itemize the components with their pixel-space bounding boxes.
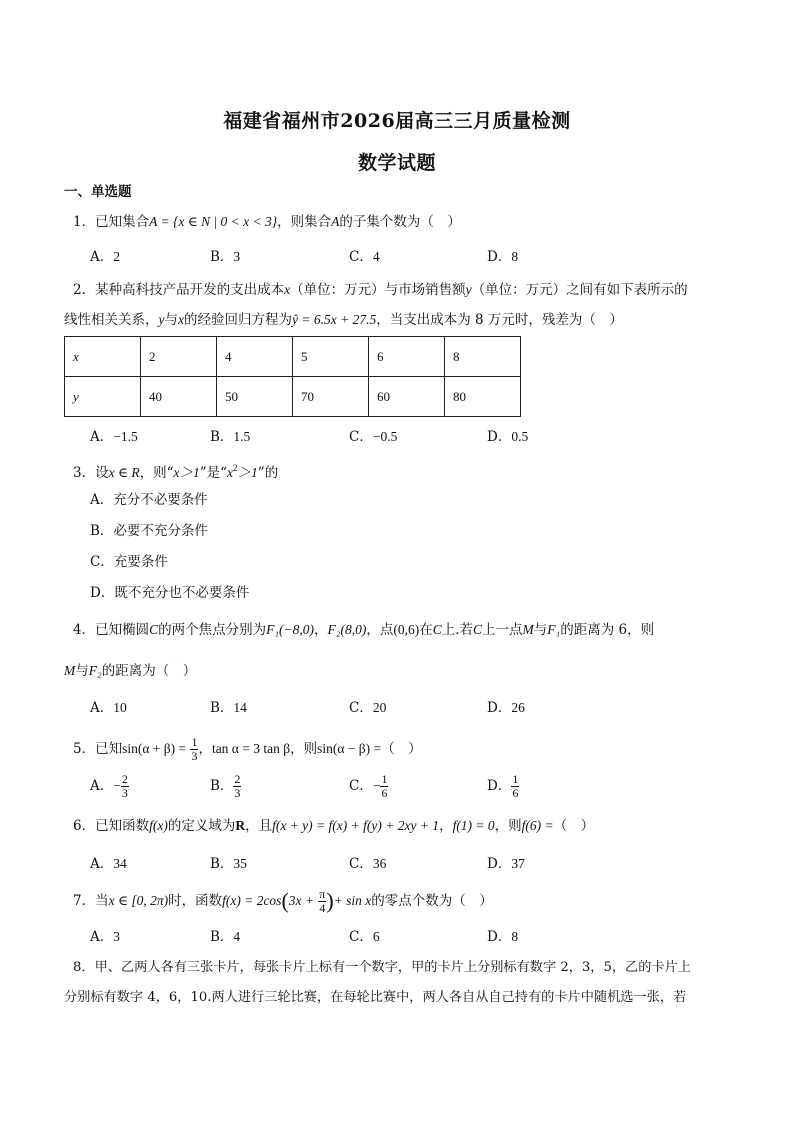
q6-option-a[interactable] — [90, 855, 127, 873]
denominator: 3 — [121, 786, 128, 800]
question-7-stem — [73, 886, 493, 916]
table-cell: 40 — [141, 377, 217, 417]
table-cell: 60 — [369, 377, 445, 417]
option-text: 3 — [233, 249, 241, 264]
q2-option-b[interactable] — [210, 428, 250, 446]
question-4-line-2 — [64, 662, 196, 680]
math-expr: sin(α − β) = — [317, 741, 382, 756]
sign: − — [372, 778, 381, 793]
math-expr: ＞1 — [237, 465, 258, 480]
q2-option-a[interactable] — [90, 428, 138, 446]
option-label: B． — [210, 429, 234, 445]
stem-text: ， — [198, 741, 212, 757]
table-cell: y — [65, 377, 141, 417]
denominator: 3 — [234, 786, 241, 800]
stem-text: ， — [314, 622, 328, 638]
stem-text: 的零点个数为（ ） — [371, 893, 493, 909]
table-cell: 8 — [445, 337, 521, 377]
option-label: A． — [90, 429, 114, 445]
stem-text: （ ） — [553, 818, 595, 834]
option-label: A． — [90, 778, 114, 794]
option-label: D． — [90, 585, 115, 601]
math-set: R — [235, 818, 246, 833]
math-var: M — [522, 622, 534, 637]
denominator: 6 — [381, 786, 388, 800]
numerator: 1 — [512, 772, 519, 786]
stem-text: ，则“ — [139, 465, 174, 481]
table-row-x — [65, 337, 521, 377]
math-var: M — [64, 663, 76, 678]
question-number: 8． — [73, 960, 95, 975]
option-text: 35 — [233, 856, 247, 871]
data-table — [64, 336, 521, 417]
option-text: 充分不必要条件 — [113, 492, 208, 508]
stem-text: 已知椭圆 — [95, 622, 150, 638]
table-cell: 5 — [293, 337, 369, 377]
fraction — [233, 773, 241, 800]
q3-option-b[interactable] — [90, 522, 208, 540]
option-text: 充要条件 — [113, 554, 168, 570]
question-number: 6． — [73, 818, 96, 834]
option-label: B． — [90, 523, 114, 539]
set-expression: A = {x ∈ N | 0 < x < 3} — [149, 214, 278, 229]
option-label: B． — [210, 929, 234, 945]
question-1-stem — [73, 213, 461, 231]
option-text: 14 — [233, 700, 247, 715]
q1-option-c[interactable] — [349, 248, 380, 266]
fraction — [121, 773, 129, 800]
stem-text: 的定义域为 — [167, 818, 236, 834]
option-text: −1.5 — [113, 429, 138, 444]
option-text: −0.5 — [372, 429, 398, 444]
math-expr: (0,6) — [393, 622, 420, 637]
numerator: 2 — [234, 772, 241, 786]
stem-text: 线性相关关系， — [64, 312, 159, 328]
math-expr: 3x + — [288, 893, 314, 908]
stem-text: ，当支出成本为 8 万元时，残差为（ ） — [376, 312, 623, 328]
stem-text: 甲、乙两人各有三张卡片，每张卡片上标有一个数字，甲的卡片上分别标有数字 2，3，5，乙的卡片上 — [94, 960, 691, 975]
option-label: B． — [210, 249, 234, 265]
stem-text: 的两个焦点分别为 — [158, 622, 267, 638]
page-title: 福建省福州市2026届高三三月质量检测 — [223, 110, 571, 132]
stem-text: ，则 — [290, 741, 318, 757]
option-text: 必要不充分条件 — [113, 523, 208, 539]
section-heading: 一、单选题 — [64, 184, 132, 200]
stem-text: 分别标有数字 4，6，10.两人进行三轮比赛，在每轮比赛中，两人各自从自己持有的卡片中随机选一张，若 — [64, 990, 687, 1005]
table-cell: 80 — [445, 377, 521, 417]
denominator: 6 — [512, 786, 519, 800]
denominator: 3 — [191, 749, 198, 763]
stem-text: 的经验回归方程为 — [184, 312, 292, 328]
math-expr: + sin x — [333, 893, 372, 908]
math-var: x — [178, 312, 184, 327]
math-var: x — [227, 465, 234, 480]
math-var: x — [284, 282, 291, 297]
q7-option-c[interactable] — [349, 928, 380, 946]
q7-option-b[interactable] — [210, 928, 240, 946]
math-var: F₂ — [88, 663, 102, 678]
option-text: 10 — [113, 700, 127, 715]
table-cell: 70 — [293, 377, 369, 417]
question-number: 3． — [73, 465, 96, 481]
stem-text: 当 — [95, 893, 109, 909]
table-row-y — [65, 377, 521, 417]
q5-option-c[interactable] — [349, 770, 388, 802]
q7-option-d[interactable] — [487, 928, 518, 946]
table-cell: 4 — [217, 337, 293, 377]
stem-text: ，则 — [494, 818, 522, 834]
math-expr: f(6) = — [521, 818, 554, 833]
q2-option-c[interactable] — [349, 428, 397, 446]
question-2-line-2 — [64, 311, 623, 329]
stem-text: 上一点 — [482, 622, 523, 638]
table-cell: 50 — [217, 377, 293, 417]
stem-text: 已知集合 — [95, 214, 150, 230]
math-expr: F₁(−8,0) — [266, 622, 315, 637]
stem-text: 已知 — [95, 741, 123, 757]
option-text: 6 — [372, 929, 380, 944]
option-text: 0.5 — [511, 429, 529, 444]
option-text: 3 — [113, 929, 120, 944]
stem-text: 在 — [419, 622, 433, 638]
stem-text: 时，函数 — [168, 893, 223, 909]
q5-option-d[interactable] — [487, 770, 519, 802]
numerator: π — [319, 887, 326, 901]
math-var: A — [331, 214, 340, 229]
regression-equation: ŷ = 6.5x + 27.5 — [292, 312, 377, 327]
option-label: D． — [487, 778, 512, 794]
stem-text: 与 — [533, 622, 548, 638]
option-label: C． — [349, 929, 373, 945]
option-text: 26 — [511, 700, 525, 715]
q4-option-c[interactable] — [349, 699, 386, 717]
q1-option-d[interactable] — [487, 248, 518, 266]
q4-option-a[interactable] — [90, 699, 127, 717]
math-expr: f(x) — [149, 818, 168, 833]
q3-option-c[interactable] — [90, 553, 168, 571]
option-text: 2 — [113, 249, 120, 264]
numerator: 1 — [191, 735, 198, 749]
stem-text: 已知函数 — [95, 818, 150, 834]
stem-text: （单位：万元）与市场销售额 — [290, 282, 466, 298]
stem-text: 的子集个数为（ ） — [339, 214, 461, 230]
question-number: 7． — [73, 893, 96, 909]
option-label: C． — [90, 554, 114, 570]
question-2-line-1 — [73, 281, 688, 299]
math-var: y — [158, 312, 165, 327]
option-label: D． — [487, 429, 512, 445]
math-var: F₁ — [547, 622, 561, 637]
question-8-line-1 — [73, 959, 691, 977]
option-label: D． — [487, 700, 512, 716]
option-label: D． — [487, 249, 512, 265]
question-number: 5． — [73, 741, 96, 757]
math-expr: x＞1 — [173, 465, 200, 480]
stem-text: ，且 — [245, 818, 273, 834]
q4-option-d[interactable] — [487, 699, 525, 717]
option-label: B． — [210, 778, 234, 794]
q6-option-c[interactable] — [349, 855, 386, 873]
table-cell: 2 — [141, 337, 217, 377]
stem-text: 的距离为 6，则 — [560, 622, 655, 638]
stem-text: 上.若 — [441, 622, 474, 638]
q1-option-b[interactable] — [210, 248, 240, 266]
option-label: C． — [349, 700, 373, 716]
option-label: B． — [210, 856, 234, 872]
stem-text: （ ） — [381, 741, 422, 757]
option-text: 37 — [511, 856, 525, 871]
option-text: 8 — [511, 929, 519, 944]
option-label: A． — [90, 700, 114, 716]
question-number: 1． — [73, 214, 96, 230]
option-label: A． — [90, 929, 114, 945]
stem-text: （单位：万元）之间有如下表所示的 — [471, 282, 688, 298]
option-text: 1.5 — [233, 429, 251, 444]
question-3-stem — [73, 459, 278, 482]
option-label: A． — [90, 249, 114, 265]
stem-text: ”的 — [257, 465, 279, 481]
option-label: D． — [487, 929, 512, 945]
question-number: 4． — [73, 622, 96, 638]
stem-text: ，点 — [366, 622, 394, 638]
math-expr: f(1) = 0 — [452, 818, 495, 833]
math-var: C — [432, 622, 442, 637]
q3-option-d[interactable] — [90, 584, 249, 602]
question-8-line-2 — [64, 989, 686, 1007]
math-expr: f(x) = 2cos — [222, 893, 282, 908]
stem-text: 与 — [164, 312, 178, 328]
question-6-stem — [73, 817, 594, 835]
numerator: 2 — [121, 772, 128, 786]
option-label: C． — [349, 429, 373, 445]
stem-text: 与 — [75, 663, 89, 679]
paren: ( — [281, 888, 289, 913]
q2-option-d[interactable] — [487, 428, 528, 446]
q3-option-a[interactable] — [90, 491, 208, 509]
q6-option-d[interactable] — [487, 855, 525, 873]
math-expr: x ∈ [0, 2π) — [108, 893, 169, 908]
math-expr: x ∈ R — [108, 465, 140, 480]
math-var: y — [465, 282, 472, 297]
math-expr: F₂(8,0) — [327, 622, 367, 637]
fraction — [380, 773, 388, 800]
option-label: A． — [90, 856, 114, 872]
math-var: C — [149, 622, 159, 637]
stem-text: ”是“ — [199, 465, 228, 481]
denominator: 4 — [319, 901, 326, 915]
option-text: 36 — [372, 856, 387, 871]
question-4-line-1 — [73, 621, 654, 639]
stem-text: ，则集合 — [277, 214, 332, 230]
option-label: A． — [90, 492, 114, 508]
page-subtitle: 数学试题 — [357, 152, 436, 174]
stem-text: 的距离为（ ） — [101, 663, 197, 679]
math-expr: tan α = 3 tan β — [211, 741, 291, 756]
question-5-stem — [73, 734, 422, 764]
option-text: 4 — [372, 249, 380, 264]
numerator: 1 — [381, 772, 388, 786]
option-label: D． — [487, 856, 512, 872]
table-cell: 6 — [369, 337, 445, 377]
stem-text: 某种高科技产品开发的支出成本 — [95, 282, 285, 298]
option-text: 8 — [511, 249, 519, 264]
option-label: B． — [210, 700, 234, 716]
paren: ) — [326, 888, 334, 913]
option-label: C． — [349, 249, 373, 265]
option-label: C． — [349, 778, 373, 794]
stem-text: 设 — [95, 465, 109, 481]
q1-option-a[interactable] — [90, 248, 120, 266]
option-text: 34 — [113, 856, 127, 871]
q5-option-b[interactable] — [210, 770, 241, 802]
option-text: 既不充分也不必要条件 — [114, 585, 250, 601]
math-expr: sin(α + β) = — [122, 741, 187, 756]
q5-option-a[interactable] — [90, 770, 129, 802]
question-number: 2． — [73, 282, 96, 298]
math-var: C — [473, 622, 483, 637]
q6-option-b[interactable] — [210, 855, 247, 873]
sign: − — [113, 778, 121, 793]
math-expr: f(x + y) = f(x) + f(y) + 2xy + 1 — [272, 818, 440, 833]
fraction — [511, 773, 519, 800]
option-text: 20 — [372, 700, 387, 715]
table-cell: x — [65, 337, 141, 377]
stem-text: ， — [439, 818, 453, 834]
option-label: C． — [349, 856, 373, 872]
q7-option-a[interactable] — [90, 928, 120, 946]
q4-option-b[interactable] — [210, 699, 247, 717]
option-text: 4 — [233, 929, 241, 944]
exponent: 2 — [233, 463, 238, 473]
